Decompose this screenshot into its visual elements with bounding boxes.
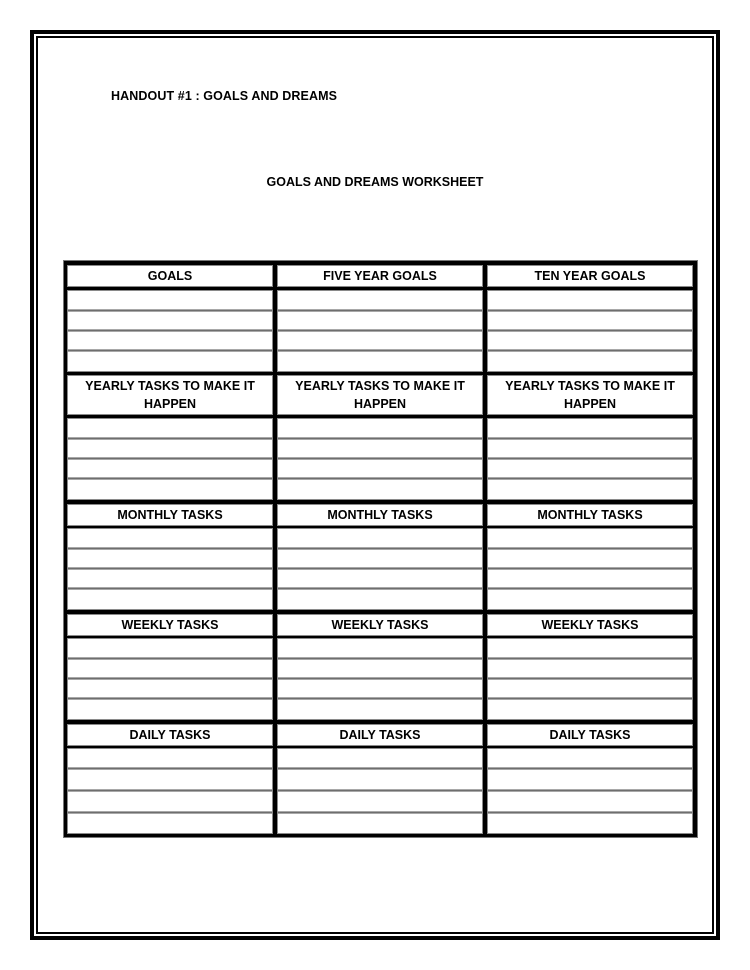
row-divider: [278, 811, 482, 814]
row-divider: [68, 789, 272, 792]
header-cell: MONTHLY TASKS: [67, 504, 273, 526]
row-divider: [488, 349, 692, 352]
row-divider: [488, 547, 692, 550]
header-cell: YEARLY TASKS TO MAKE IT HAPPEN: [487, 375, 693, 415]
blank-rows[interactable]: [487, 748, 693, 834]
row-divider: [278, 567, 482, 570]
row-divider: [278, 329, 482, 332]
row-divider: [68, 329, 272, 332]
row-divider: [68, 437, 272, 440]
row-divider: [278, 767, 482, 770]
header-cell: WEEKLY TASKS: [67, 614, 273, 636]
row-divider: [488, 677, 692, 680]
header-cell: WEEKLY TASKS: [487, 614, 693, 636]
blank-rows[interactable]: [487, 290, 693, 372]
blank-rows[interactable]: [277, 748, 483, 834]
header-cell: YEARLY TASKS TO MAKE IT HAPPEN: [277, 375, 483, 415]
row-divider: [68, 811, 272, 814]
row-divider: [68, 547, 272, 550]
row-divider: [278, 789, 482, 792]
row-divider: [488, 697, 692, 700]
header-cell: DAILY TASKS: [487, 724, 693, 746]
blank-rows[interactable]: [67, 418, 273, 500]
row-divider: [488, 437, 692, 440]
row-divider: [278, 547, 482, 550]
handout-title: HANDOUT #1 : GOALS AND DREAMS: [111, 89, 338, 103]
worksheet-title: GOALS AND DREAMS WORKSHEET: [266, 175, 484, 189]
header-cell: TEN YEAR GOALS: [487, 265, 693, 287]
header-cell: MONTHLY TASKS: [487, 504, 693, 526]
blank-rows[interactable]: [487, 528, 693, 610]
blank-rows[interactable]: [487, 638, 693, 720]
blank-rows[interactable]: [487, 418, 693, 500]
row-divider: [278, 349, 482, 352]
row-divider: [488, 309, 692, 312]
blank-rows[interactable]: [277, 638, 483, 720]
blank-rows[interactable]: [277, 290, 483, 372]
row-divider: [68, 677, 272, 680]
row-divider: [278, 477, 482, 480]
header-cell: MONTHLY TASKS: [277, 504, 483, 526]
row-divider: [488, 567, 692, 570]
row-divider: [68, 309, 272, 312]
row-divider: [488, 657, 692, 660]
header-cell: YEARLY TASKS TO MAKE IT HAPPEN: [67, 375, 273, 415]
header-cell: DAILY TASKS: [277, 724, 483, 746]
worksheet-table: [63, 260, 698, 838]
row-divider: [278, 677, 482, 680]
header-cell: FIVE YEAR GOALS: [277, 265, 483, 287]
row-divider: [278, 309, 482, 312]
row-divider: [68, 587, 272, 590]
row-divider: [68, 477, 272, 480]
blank-rows[interactable]: [277, 418, 483, 500]
row-divider: [278, 657, 482, 660]
row-divider: [68, 697, 272, 700]
row-divider: [278, 437, 482, 440]
row-divider: [488, 767, 692, 770]
row-divider: [278, 587, 482, 590]
row-divider: [68, 567, 272, 570]
row-divider: [488, 811, 692, 814]
row-divider: [68, 767, 272, 770]
row-divider: [278, 457, 482, 460]
blank-rows[interactable]: [277, 528, 483, 610]
header-cell: WEEKLY TASKS: [277, 614, 483, 636]
row-divider: [488, 587, 692, 590]
row-divider: [488, 457, 692, 460]
header-cell: GOALS: [67, 265, 273, 287]
blank-rows[interactable]: [67, 748, 273, 834]
header-cell: DAILY TASKS: [67, 724, 273, 746]
row-divider: [68, 457, 272, 460]
blank-rows[interactable]: [67, 638, 273, 720]
row-divider: [278, 697, 482, 700]
blank-rows[interactable]: [67, 528, 273, 610]
row-divider: [68, 657, 272, 660]
row-divider: [68, 349, 272, 352]
blank-rows[interactable]: [67, 290, 273, 372]
row-divider: [488, 789, 692, 792]
row-divider: [488, 477, 692, 480]
row-divider: [488, 329, 692, 332]
